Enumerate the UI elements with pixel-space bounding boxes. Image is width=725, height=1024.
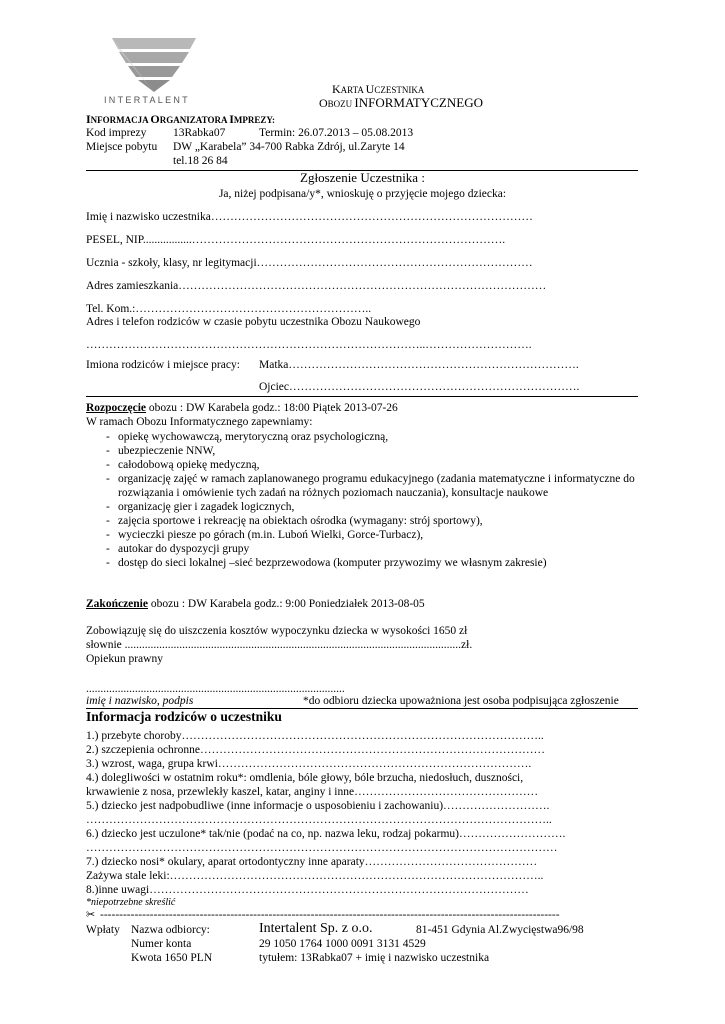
camp-provisions-list	[86, 430, 646, 570]
list-item: - zajęcia sportowe i rekreację na obiektach ośrodka (wymagany: strój sportowy),	[86, 514, 646, 528]
recipient-name: Intertalent Sp. z o.o.	[259, 921, 373, 936]
organizer-heading: INFORMACJA ORGANIZATORA IMPREZY:	[86, 112, 276, 126]
place-label: Miejsce pobytu	[86, 141, 158, 153]
amount-in-words-field[interactable]: słownie .....................................................................................................................zł.	[86, 639, 473, 651]
code-value: 13Rabka07	[173, 127, 226, 139]
title-line-1: KARTA UCZESTNIKA	[332, 82, 425, 96]
medication-field[interactable]: Zażywa stale leki:……………………………………………………………………………………..	[86, 870, 544, 882]
cut-line: ------------------------------------------------------------------------------------------------------------------------	[100, 909, 560, 921]
pesel-field[interactable]: PESEL, NIP.................……………………………………………………………………….	[86, 234, 506, 246]
payment-commitment: Zobowiązuję się do uiszczenia kosztów wypoczynku dziecka w wysokości 1650 zł	[86, 625, 468, 637]
address-field[interactable]: Adres zamieszkania……………………………………………………………………………………	[86, 280, 547, 292]
ailments-field[interactable]: krwawienie z nosa, przewlekły kaszel, katar, anginy i inne…………………………………………	[86, 786, 539, 798]
logo-text: INTERTALENT	[104, 95, 190, 105]
parents-contact-label: Adres i telefon rodziców w czasie pobytu uczestnika Obozu Naukowego	[86, 316, 421, 328]
parents-names-label: Imiona rodziców i miejsce pracy:	[86, 359, 240, 371]
pickup-note: *do odbioru dziecka upoważniona jest osoba podpisująca zgłoszenie	[303, 695, 619, 707]
recipient-label: Nazwa odbiorcy:	[131, 924, 210, 936]
code-label: Kod imprezy	[86, 127, 147, 139]
diseases-field[interactable]: 1.) przebyte choroby…………………………………………………………………………………..	[86, 730, 544, 742]
recipient-address: 81-451 Gdynia Al.Zwycięstwa96/98	[416, 924, 584, 936]
organizer-tel: tel.18 26 84	[173, 155, 228, 167]
title-line-2: OBOZU INFORMATYCZNEGO	[319, 95, 483, 110]
place-value: DW „Karabela” 34-700 Rabka Zdrój, ul.Zaryte 14	[173, 141, 405, 153]
camp-start: Rozpoczęcie obozu : DW Karabela godz.: 18:00 Piątek 2013-07-26	[86, 402, 398, 414]
strike-note: *niepotrzebne skreślić	[86, 897, 176, 908]
father-field[interactable]: Ojciec………………………………………………………………….	[259, 381, 580, 393]
allergy-field[interactable]: 6.) dziecko jest uczulone* tak/nie (podać na co, np. nazwa leku, rodzaj pokarmu)……………………….	[86, 828, 566, 840]
vaccinations-field[interactable]: 2.) szczepienia ochronne………………………………………………………………………………	[86, 744, 545, 756]
term: Termin: 26.07.2013 – 05.08.2013	[259, 127, 414, 139]
height-weight-field[interactable]: 3.) wzrost, waga, grupa krwi……………………………………………………………………….	[86, 758, 532, 770]
divider	[86, 396, 638, 397]
list-item: - dostęp do sieci lokalnej –sieć bezprzewodowa (komputer przywozimy we własnym zakresie)	[86, 556, 646, 570]
application-heading: Zgłoszenie Uczestnika :	[300, 170, 425, 185]
allergy-dots[interactable]: ……………………………………………………………………………………………………………	[86, 842, 558, 854]
amount-label: Kwota 1650 PLN	[131, 952, 213, 964]
school-field[interactable]: Ucznia - szkoły, klasy, nr legitymacji………………………………………………………………	[86, 257, 533, 269]
list-item: - opiekę wychowawczą, merytoryczną oraz psychologiczną,	[86, 430, 646, 444]
camp-provides: W ramach Obozu Informatycznego zapewniamy:	[86, 416, 313, 428]
signature-field[interactable]: ..........................................................................................	[86, 683, 345, 695]
list-item: - organizację gier i zagadek logicznych,	[86, 500, 646, 514]
parents-info-heading: Informacja rodziców o uczestniku	[86, 709, 282, 724]
list-item: - ubezpieczenie NNW,	[86, 444, 646, 458]
list-item: - autokar do dyspozycji grupy	[86, 542, 646, 556]
account-number: 29 1050 1764 1000 0091 3131 4529	[259, 938, 426, 950]
guardian-label: Opiekun prawny	[86, 653, 163, 665]
signature-label: imię i nazwisko, podpis	[86, 695, 194, 707]
application-intro: Ja, niżej podpisana/y*, wnioskuję o przyjęcie mojego dziecka:	[218, 188, 507, 200]
mother-field[interactable]: Matka………………………………………………………………….	[259, 359, 579, 371]
account-label: Numer konta	[131, 938, 192, 950]
hyperactive-dots[interactable]: …………………………………………………………………………………………………………..	[86, 814, 552, 826]
name-field[interactable]: Imię i nazwisko uczestnika…………………………………………………………………………	[86, 211, 533, 223]
glasses-field[interactable]: 7.) dziecko nosi* okulary, aparat ortodontyczny inne aparaty………………………………………	[86, 856, 538, 868]
parents-contact-field[interactable]: ……………………………………………………………………………..……………………….	[86, 339, 532, 351]
list-item: - całodobową opiekę medyczną,	[86, 458, 646, 472]
list-item: - wycieczki piesze po górach (m.in. Luboń Wielki, Gorce-Turbacz),	[86, 528, 646, 542]
other-notes-field[interactable]: 8.)inne uwagi………………………………………………………………………………………	[86, 884, 529, 896]
transfer-title: tytułem: 13Rabka07 + imię i nazwisko uczestnika	[259, 952, 490, 964]
ailments-label: 4.) dolegliwości w ostatnim roku*: omdlenia, bóle głowy, bóle brzucha, niedosłuch, duszności,	[86, 772, 524, 784]
diamond-logo-icon	[108, 36, 200, 92]
list-item: - organizację zajęć w ramach zaplanowanego programu edukacyjnego (zadania matematyczne i informatyczne do rozwiązania i omówienie tych zadań na różnych poziomach nauczania), konsultacje naukowe	[86, 472, 646, 500]
camp-end: Zakończenie obozu : DW Karabela godz.: 9:00 Poniedziałek 2013-08-05	[86, 598, 425, 610]
phone-field[interactable]: Tel. Kom.:……………………………………………………..	[86, 303, 372, 315]
hyperactive-field[interactable]: 5.) dziecko jest nadpobudliwe (inne informacje o usposobieniu i zachowaniu)……………………….	[86, 800, 550, 812]
scissors-icon: ✂	[86, 908, 96, 921]
payments-label: Wpłaty	[86, 924, 120, 936]
